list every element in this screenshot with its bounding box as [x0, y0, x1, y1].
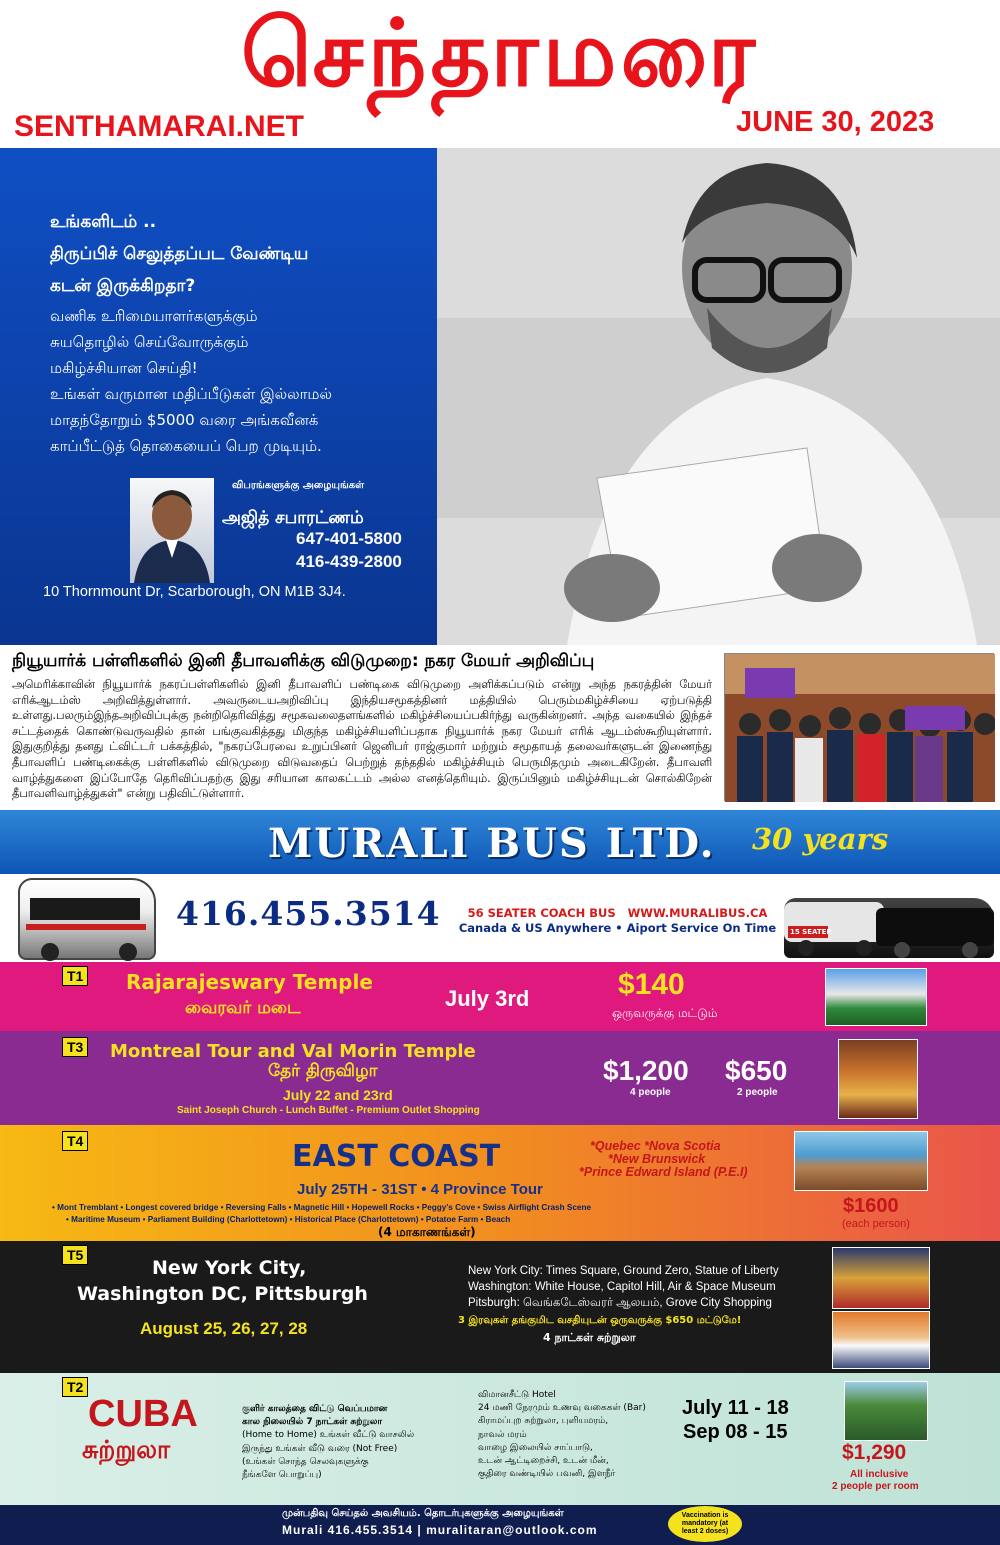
agent-photo: [130, 478, 214, 583]
tour-subtitle: வைரவர் மடை: [185, 998, 301, 1018]
tour-regions-3: *Prince Edward Island (P.E.I): [579, 1165, 748, 1179]
tour-date: July 22 and 23rd: [283, 1087, 393, 1103]
booking-contact[interactable]: Murali 416.455.3514 | muralitaran@outlook.com: [282, 1523, 598, 1537]
tour-t1: [0, 962, 1000, 1031]
cuba-image: [844, 1381, 928, 1441]
tour-regions-2: *New Brunswick: [608, 1152, 706, 1166]
inclusion-line: விமானசீட்டு Hotel: [478, 1390, 556, 1400]
contact-label: விபரங்களுக்கு அழையுங்கள்: [232, 480, 365, 491]
tour-price: $1,290: [842, 1441, 907, 1464]
tour-date: July 3rd: [445, 986, 530, 1011]
coach-bus-image: [18, 878, 156, 960]
tour-badge: T5: [62, 1245, 88, 1265]
description-line: குளிர் காலத்தை விட்டு வெப்பமான: [242, 1404, 388, 1414]
tour-badge: T2: [62, 1377, 88, 1397]
booking-note: முன்பதிவு செய்தல் அவசியம். தொடர்புகளுக்கு அழையுங்கள்: [282, 1508, 564, 1519]
booking-footer: [0, 1505, 1000, 1545]
tour-t4: [0, 1125, 1000, 1241]
description-line: (Home to Home) உங்கள் வீட்டு வாசலில்: [242, 1430, 415, 1441]
tour-title: Montreal Tour and Val Morin Temple: [110, 1041, 476, 1062]
ad-headline-line: உங்களிடம் ..: [50, 212, 157, 232]
tour-t2: [0, 1373, 1000, 1505]
bus-services: [450, 906, 785, 936]
itinerary-pittsburgh: Pitsburgh: வெங்கடேஸ்வரர் ஆலயம், Grove City Shopping: [468, 1297, 772, 1309]
inclusion-line: கிராமப்புற சுற்றுலா, புளியமரம்,: [478, 1416, 609, 1427]
bus-info-strip: [0, 874, 1000, 962]
tour-stops-1: • Mont Tremblant • Longest covered bridge • Reversing Falls • Magnetic Hill • Hopewell Rocks • Peggy's Cove • Swiss Airflight Crash Scene: [52, 1203, 592, 1212]
bus-years-badge: 30 years: [752, 822, 889, 856]
inclusion-line: குதிரை வண்டியில் பவனி, இளநீர்: [478, 1469, 616, 1480]
tour-price: $140: [618, 968, 685, 1001]
tour-days: 4 நாட்கள் சுற்றுலா: [543, 1331, 636, 1344]
bus-service-areas: Canada & US Anywhere • Aiport Service On Time: [458, 921, 777, 935]
contact-address: 10 Thornmount Dr, Scarborough, ON M1B 3J4.: [43, 584, 346, 600]
tour-date: August 25, 26, 27, 28: [140, 1319, 308, 1338]
bus-service-seater: 56 SEATER COACH BUS: [467, 906, 616, 920]
tour-itinerary: [468, 1263, 779, 1311]
masthead: [0, 0, 1000, 148]
bus-phone[interactable]: 416.455.3514: [176, 894, 441, 933]
tour-t3: [0, 1031, 1000, 1125]
tour-price: $1600: [843, 1195, 899, 1217]
itinerary-nyc: New York City: Times Square, Ground Zero, Statue of Liberty: [468, 1265, 779, 1277]
chariot-festival-image: [838, 1039, 918, 1119]
ad-body-line: மகிழ்ச்சியான செய்தி!: [50, 359, 198, 377]
itinerary-washington: Washington: White House, Capitol Hill, Air & Space Museum: [468, 1281, 776, 1293]
agent-portrait: [130, 478, 214, 583]
tour-price-note-1: All inclusive: [850, 1469, 909, 1480]
ad-headline: [50, 206, 308, 302]
ad-body-line: மாதந்தோறும் $5000 வரை அங்கவீனக்: [50, 411, 319, 429]
bus-website[interactable]: WWW.MURALIBUS.CA: [627, 906, 768, 920]
tour-provinces: (4 மாகாணங்கள்): [378, 1225, 476, 1239]
bus-company-name: MURALI BUS LTD.: [268, 820, 716, 867]
ad-body-line: உங்கள் வருமான மதிப்பீடுகள் இல்லாமல்: [50, 385, 332, 403]
tour-price-2people: $650: [725, 1055, 788, 1086]
tour-details: Saint Joseph Church - Lunch Buffet - Premium Outlet Shopping: [177, 1105, 480, 1116]
crowd-image: [725, 654, 995, 802]
inclusion-line: வாழை இலையில் சாப்பாடு,: [478, 1442, 593, 1453]
coach-bus-icon: [20, 880, 158, 962]
tour-regions-1: *Quebec *Nova Scotia: [590, 1139, 721, 1153]
contact-phone-2[interactable]: 416-439-2800: [296, 552, 402, 571]
tour-price-note: ஒருவருக்கு மட்டும்: [612, 1006, 718, 1020]
tour-inclusions: [478, 1389, 646, 1481]
tour-title: Rajarajeswary Temple: [126, 970, 373, 994]
ad-headline-line: கடன் இருக்கிறதா?: [50, 276, 196, 296]
contact-name: அஜித் சபாரட்ணம்: [222, 508, 364, 528]
tour-price-2people-note: 2 people: [737, 1087, 778, 1098]
tour-title: CUBA: [88, 1393, 198, 1435]
article-headline: நியூயார்க் பள்ளிகளில் இனி தீபாவளிக்கு விடுமுறை: நகர மேயர் அறிவிப்பு: [12, 651, 595, 671]
ad-headline-line: திருப்பிச் செலுத்தப்பட வேண்டிய: [50, 244, 309, 264]
tour-title-line-1: New York City,: [152, 1257, 307, 1279]
description-line: (உங்கள் சொந்த செலவுகளுக்கு: [242, 1456, 369, 1467]
tour-date: July 25TH - 31ST • 4 Province Tour: [297, 1181, 543, 1198]
description-line: கால நிலையில் 7 நாட்கள் சுற்றுலா: [242, 1417, 383, 1428]
issue-date: JUNE 30, 2023: [736, 106, 935, 138]
ad-photo-man-reading: [437, 148, 1000, 645]
tour-badge: T1: [62, 966, 88, 986]
capitol-image: [832, 1311, 930, 1369]
van-image: [784, 898, 994, 958]
man-silhouette-image: [437, 148, 1000, 645]
tour-date-1: July 11 - 18: [682, 1397, 789, 1419]
tour-offer: 3 இரவுகள் தங்குமிட வசதியுடன் ஒருவருக்கு $650 மட்டுமே!: [458, 1315, 742, 1326]
inclusion-line: உடன் ஆட்டிறைச்சி, உடன் மீன்,: [478, 1456, 609, 1467]
news-article: [0, 645, 1000, 807]
newspaper-logo: செந்தாமரை: [240, 0, 760, 107]
tour-t5: [0, 1241, 1000, 1373]
east-coast-image: [794, 1131, 928, 1191]
temple-image: [825, 968, 927, 1026]
tour-description: [242, 1403, 414, 1482]
tour-subtitle: தேர் திருவிழா: [268, 1061, 378, 1081]
van-label: 15 SEATER: [790, 928, 832, 936]
article-body: அமெரிக்காவின் நியூயார்க் நகரப்பள்ளிகளில் இனி தீபாவளிப் பண்டிகை விடுமுறை அளிக்கப்படும் என்று அந்த நகரத்தின் மேயர் எரிக்ஆடம்ஸ் அறிவித்துள்ளார். அவருடையஅறிவிப்பு இந்தியசமூகத்தினர் மத்தியில் பெரும்மகிழ்ச்சியை ஏற்படுத்தி உள்ளது.பலரும்இந்தஅறிவிப்புக்கு நன்றிதெரிவித்து சமூகவலைதளங்களில் மகிழ்ச்சியைப்பகிர்ந்து வருகின்றனர். அந்த வகையில் இந்தச் சட்டத்தைக் கொண்டுவருவதில் தான் பங்குவகித்தது மிகுந்த மகிழ்ச்சியளிப்பதாக நியூயார்க் நகர மேயர் எரிக் ஆடம்ஸ்கூறியுள்ளார். இதுகுறித்து தனது ட்விட்டர் பக்கத்தில், "நகரப்பேரவை உறுப்பினர் ஜெனிபர் ராஜ்குமார் மற்றும் சமூதாயத் தலைவர்களுடன் இணைந்து தீபாவளிப் பண்டிகைக்கு பள்ளிகளில் விடுமுறை விடுவதைப் பெற்றுத் தந்ததில் மகிழ்ச்சியும் பெருமிதமும் அடைகிறேன். தீபாவளி வாழ்த்துகளை இப்போதே தெரிவிப்பதற்கு இது சரியான காலகட்டம் அல்ல எனத்தெரியும். இருப்பினும் மகிழ்ச்சியுடன் சொல்கிறேன் தீபாவளிவாழ்த்துகள்" என்று பதிவிட்டுள்ளார்.: [12, 678, 712, 801]
tour-subtitle: சுற்றுலா: [82, 1435, 171, 1464]
ad-body-line: வணிக உரிமையாளர்களுக்கும்: [50, 307, 258, 325]
inclusion-line: நாவல் மரம்: [478, 1429, 527, 1440]
ad-body-line: காப்பீட்டுத் தொகையைப் பெற முடியும்.: [50, 437, 322, 455]
tour-price-note: (each person): [842, 1218, 910, 1230]
description-line: நீங்களே பொறுப்பு): [242, 1470, 322, 1481]
tour-badge: T4: [62, 1131, 88, 1151]
tour-title: EAST COAST: [292, 1139, 501, 1174]
vaccination-badge: Vaccination is mandatory (at least 2 doses): [668, 1506, 742, 1542]
tour-title-line-2: Washington DC, Pittsburgh: [77, 1283, 368, 1305]
article-photo-diwali-event: [724, 653, 994, 801]
murali-bus-ad: [0, 810, 1000, 962]
tour-stops-2: • Maritime Museum • Parliament Building (Charlottetown) • Historical Place (Charlottetown) • Potatoe Farm • Beach: [66, 1215, 511, 1224]
ad-body: [50, 303, 332, 459]
tour-price-4people-note: 4 people: [630, 1087, 671, 1098]
inclusion-line: 24 மணி நேரமும் உணவு வகைகள் (Bar): [478, 1403, 646, 1414]
tour-date-2: Sep 08 - 15: [683, 1421, 788, 1443]
site-url[interactable]: SENTHAMARAI.NET: [14, 110, 304, 143]
contact-phone-1[interactable]: 647-401-5800: [296, 529, 402, 548]
bus-banner: [0, 810, 1000, 874]
ad-body-line: சுயதொழில் செய்வோருக்கும்: [50, 333, 249, 351]
tour-badge: T3: [62, 1037, 88, 1057]
insurance-ad: [0, 148, 1000, 645]
tour-price-4people: $1,200: [603, 1055, 689, 1086]
tour-price-note-2: 2 people per room: [832, 1481, 919, 1492]
times-square-image: [832, 1247, 930, 1309]
description-line: இருந்து உங்கள் வீடு வரை (Not Free): [242, 1443, 398, 1454]
